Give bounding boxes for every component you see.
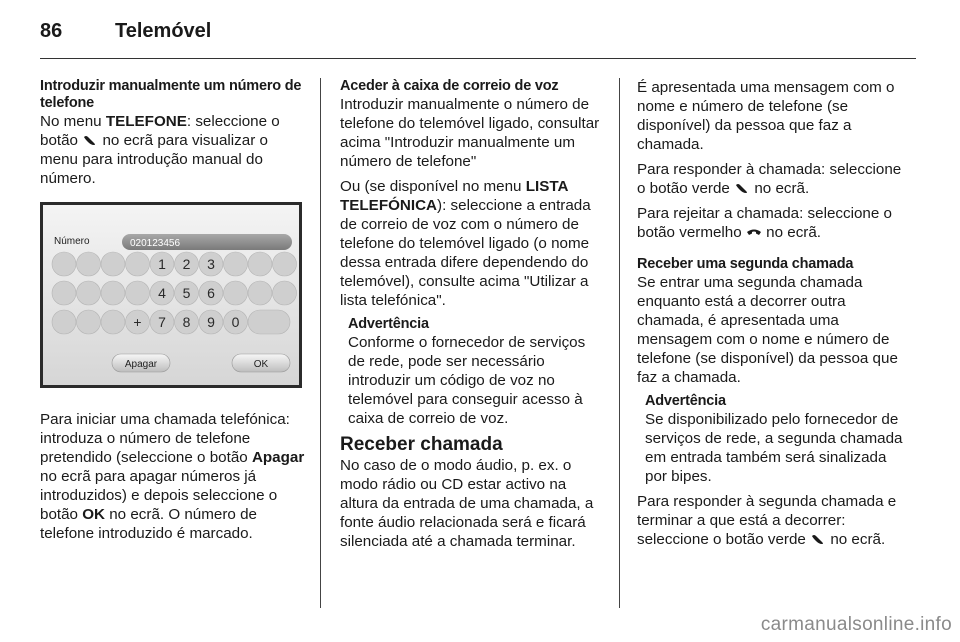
- column-3: [637, 78, 907, 549]
- keypad-key[interactable]: [77, 281, 101, 305]
- keypad-key[interactable]: [224, 281, 248, 305]
- keypad-key[interactable]: [52, 310, 76, 334]
- column-2: [340, 78, 606, 551]
- note-title: Advertência: [645, 393, 726, 409]
- paragraph-start-call: Para iniciar uma chamada telefónica: introduza o número de telefone pretendido (seleccione o botão Apagar no ecrã para apagar números já introduzidos) e depois seleccione o botão OK no ecrã. O número de telefone introduzido é marcado.: [40, 411, 305, 542]
- keypad-key[interactable]: [248, 281, 272, 305]
- keypad-key[interactable]: [77, 310, 101, 334]
- hang-up-icon: [746, 226, 762, 238]
- keypad-key[interactable]: [126, 252, 150, 276]
- call-icon: [734, 182, 750, 194]
- header-rule: [40, 58, 916, 59]
- keypad-key[interactable]: [273, 281, 297, 305]
- keypad-key[interactable]: [248, 252, 272, 276]
- number-field-value: 020123456: [130, 238, 181, 249]
- keypad-key-label: +: [133, 314, 142, 330]
- column-divider-1: [320, 78, 321, 608]
- paragraph-answer-call: Para responder à chamada: seleccione o botão verde no ecrã.: [637, 161, 902, 197]
- keypad: [52, 252, 297, 334]
- keypad-key[interactable]: [52, 281, 76, 305]
- keypad-key[interactable]: [126, 281, 150, 305]
- keypad-key-label: 3: [207, 256, 215, 272]
- number-label: Número: [54, 236, 90, 247]
- heading-second-call: Receber uma segunda chamada: [637, 256, 854, 272]
- keypad-key-label: 8: [182, 314, 191, 330]
- keypad-key[interactable]: [101, 281, 125, 305]
- note-text: Se disponibilizado pelo fornecedor de serviços de rede, a segunda chamada em entrada também será sinalizada por bipes.: [645, 411, 903, 485]
- keypad-key-label: 5: [182, 285, 191, 301]
- ok-button-label: OK: [253, 359, 269, 370]
- paragraph-second-call: Se entrar uma segunda chamada enquanto está a decorrer outra chamada, é apresentada uma mensagem com o nome e número de telefone (se disponível) da pessoa que faz a chamada.: [637, 274, 898, 386]
- keypad-key[interactable]: [101, 252, 125, 276]
- note-title: Advertência: [348, 316, 429, 332]
- delete-button-label: Apagar: [124, 359, 158, 370]
- page-title: Telemóvel: [115, 20, 212, 42]
- paragraph-answer-second-call: Para responder à segunda chamada e terminar a que está a decorrer: seleccione o botão verde no ecrã.: [637, 493, 897, 548]
- note-text: Conforme o fornecedor de serviços de rede, pode ser necessário introduzir um código de voz no telemóvel para conseguir acesso à caixa de correio de voz.: [348, 334, 586, 427]
- keypad-key-label: 9: [207, 314, 215, 330]
- note-voicemail: [340, 316, 606, 428]
- paragraph-incoming-message: É apresentada uma mensagem com o nome e número de telefone (se disponível) da pessoa que faz a chamada.: [637, 79, 895, 153]
- keypad-key[interactable]: [77, 252, 101, 276]
- heading-voicemail: Aceder à caixa de correio de voz: [340, 78, 559, 94]
- keypad-key[interactable]: [273, 252, 297, 276]
- paragraph-receive-call: No caso de o modo áudio, p. ex. o modo rádio ou CD estar activo na altura da entrada de uma chamada, a fonte áudio relacionada será e ficará silenciada até a chamada terminar.: [340, 457, 594, 550]
- paragraph-voicemail-1: Introduzir manualmente o número de telefone do telemóvel ligado, consultar acima "Introduzir manualmente um número de telefone": [340, 96, 600, 170]
- paragraph-reject-call: Para rejeitar a chamada: seleccione o botão vermelho no ecrã.: [637, 205, 892, 241]
- note-second-call: [637, 393, 907, 486]
- keypad-key-label: 2: [182, 256, 191, 272]
- section-receive-call: Receber chamada: [340, 434, 503, 455]
- keypad-key-label: 4: [158, 285, 166, 301]
- keypad-screen: [40, 202, 302, 388]
- call-icon: [82, 134, 98, 146]
- keypad-key[interactable]: [224, 252, 248, 276]
- paragraph-voicemail-2: Ou (se disponível no menu LISTA TELEFÓNICA): seleccione a entrada de correio de voz com o número de telefone do telemóvel ligado (o nome dessa entrada difere dependendo do telemóvel), consulte acima "Utilizar a lista telefónica".: [340, 178, 591, 309]
- column-divider-2: [619, 78, 620, 608]
- call-icon: [810, 533, 826, 545]
- keypad-key-label: 7: [158, 314, 166, 330]
- column-1: [40, 78, 310, 543]
- keypad-key-label: 6: [207, 285, 215, 301]
- keypad-wide-key[interactable]: [248, 310, 290, 334]
- paragraph-open-menu: No menu TELEFONE: seleccione o botão no ecrã para visualizar o menu para introdução manual do número.: [40, 113, 280, 187]
- keypad-key[interactable]: [52, 252, 76, 276]
- keypad-screen-figure: [40, 202, 302, 388]
- keypad-key[interactable]: [101, 310, 125, 334]
- page-number: 86: [40, 20, 63, 42]
- keypad-key-label: 1: [158, 256, 166, 272]
- heading-manual-number: Introduzir manualmente um número de telefone: [40, 78, 302, 111]
- keypad-key-label: 0: [231, 314, 240, 330]
- watermark: carmanualsonline.info: [760, 614, 952, 635]
